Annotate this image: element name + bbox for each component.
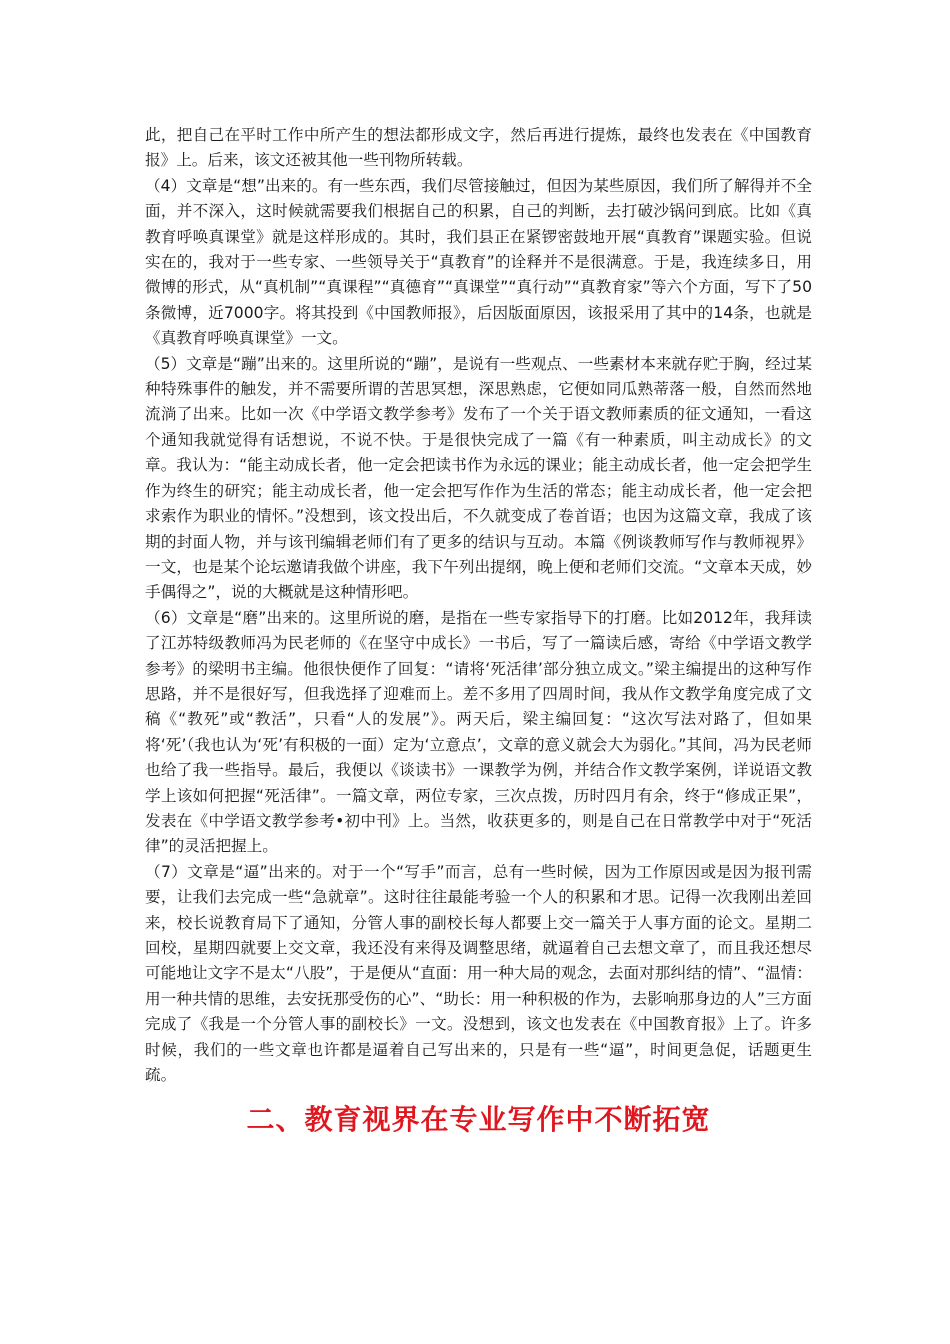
section-heading: 二、教育视界在专业写作中不断拓宽 xyxy=(246,1103,711,1136)
paragraph-item-4: （4）文章是“想”出来的。有一些东西，我们尽管接触过，但因为某些原因，我们所了解得并不全面，并不深入，这时候就需要我们根据自己的积累，自己的判断，去打破沙锅问到底。比如《真教育呼唤真课堂》就是这样形成的。其时，我们县正在紧锣密鼓地开展“真教育”课题实验。但说实在的，我对于一些专家、一些领导关于“真教育”的诠释并不是很满意。于是，我连续多日，用微博的形式，从“真机制”“真课程”“真德育”“真课堂”“真行动”“真教育家”等六个方面，写下了50条微博，近7000字。将其投到《中国教师报》，后因版面原因，该报采用了其中的14条，也就是《真教育呼唤真课堂》一文。 xyxy=(145,176,812,348)
document-body xyxy=(145,123,812,1088)
paragraph-item-7: （7）文章是“逼”出来的。对于一个“写手”而言，总有一些时候，因为工作原因或是因为报刊需要，让我们去完成一些“急就章”。这时往往最能考验一个人的积累和才思。记得一次我刚出差回来，校长说教育局下了通知，分管人事的副校长每人都要上交一篇关于人事方面的论文。星期二回校，星期四就要上交文章，我还没有来得及调整思绪，就逼着自己去想文章了，而且我还想尽可能地让文字不是太“八股”，于是便从“直面：用一种大局的观念，去面对那纠结的情”、“温情：用一种共情的思维，去安抚那受伤的心”、“助长：用一种积极的作为，去影响那身边的人”三方面完成了《我是一个分管人事的副校长》一文。没想到，该文也发表在《中国教育报》上了。许多时候，我们的一些文章也许都是逼着自己写出来的，只是有一些“逼”，时间更急促，话题更生疏。 xyxy=(145,862,812,1085)
paragraph-continuation: 此，把自己在平时工作中所产生的想法都形成文字，然后再进行提炼，最终也发表在《中国教育报》上。后来，该文还被其他一些刊物所转载。 xyxy=(145,126,812,170)
paragraph-item-6: （6）文章是“磨”出来的。这里所说的磨，是指在一些专家指导下的打磨。比如2012年，我拜读了江苏特级教师冯为民老师的《在坚守中成长》一书后，写了一篇读后感，寄给《中学语文教学参考》的梁明书主编。他很快便作了回复：“请将‘死活律’部分独立成文。”梁主编提出的这种写作思路，并不是很好写，但我选择了迎难而上。差不多用了四周时间，我从作文教学角度完成了文稿《“教死”或“教活”，只看“人的发展”》。两天后，梁主编回复：“这次写法对路了，但如果将‘死’（我也认为‘死’有积极的一面）定为‘立意点’，文章的意义就会大为弱化。”其间，冯为民老师也给了我一些指导。最后，我便以《谈读书》一课教学为例，并结合作文教学案例，详说语文教学上该如何把握“死活律”。一篇文章，两位专家，三次点拨，历时四月有余，终于“修成正果”，发表在《中学语文教学参考•初中刊》上。当然，收获更多的，则是自己在日常教学中对于“死活律”的灵活把握上。 xyxy=(145,608,812,856)
paragraph-item-5: （5）文章是“蹦”出来的。这里所说的“蹦”，是说有一些观点、一些素材本来就存贮于胸，经过某种特殊事件的触发，并不需要所谓的苦思冥想，深思熟虑，它便如同瓜熟蒂落一般，自然而然地流淌了出来。比如一次《中学语文教学参考》发布了一个关于语文教师素质的征文通知，一看这个通知我就觉得有话想说，不说不快。于是很快完成了一篇《有一种素质，叫主动成长》的文章。我认为：“能主动成长者，他一定会把读书作为永远的课业；能主动成长者，他一定会把学生作为终生的研究；能主动成长者，他一定会把写作作为生活的常态；能主动成长者，他一定会把求索作为职业的情怀。”没想到，该文投出后，不久就变成了卷首语；也因为这篇文章，我成了该期的封面人物，并与该刊编辑老师们有了更多的结识与互动。本篇《例谈教师写作与教师视界》一文，也是某个论坛邀请我做个讲座，我下午列出提纲，晚上便和老师们交流。“文章本天成，妙手偶得之”，说的大概就是这种情形吧。 xyxy=(145,354,812,602)
